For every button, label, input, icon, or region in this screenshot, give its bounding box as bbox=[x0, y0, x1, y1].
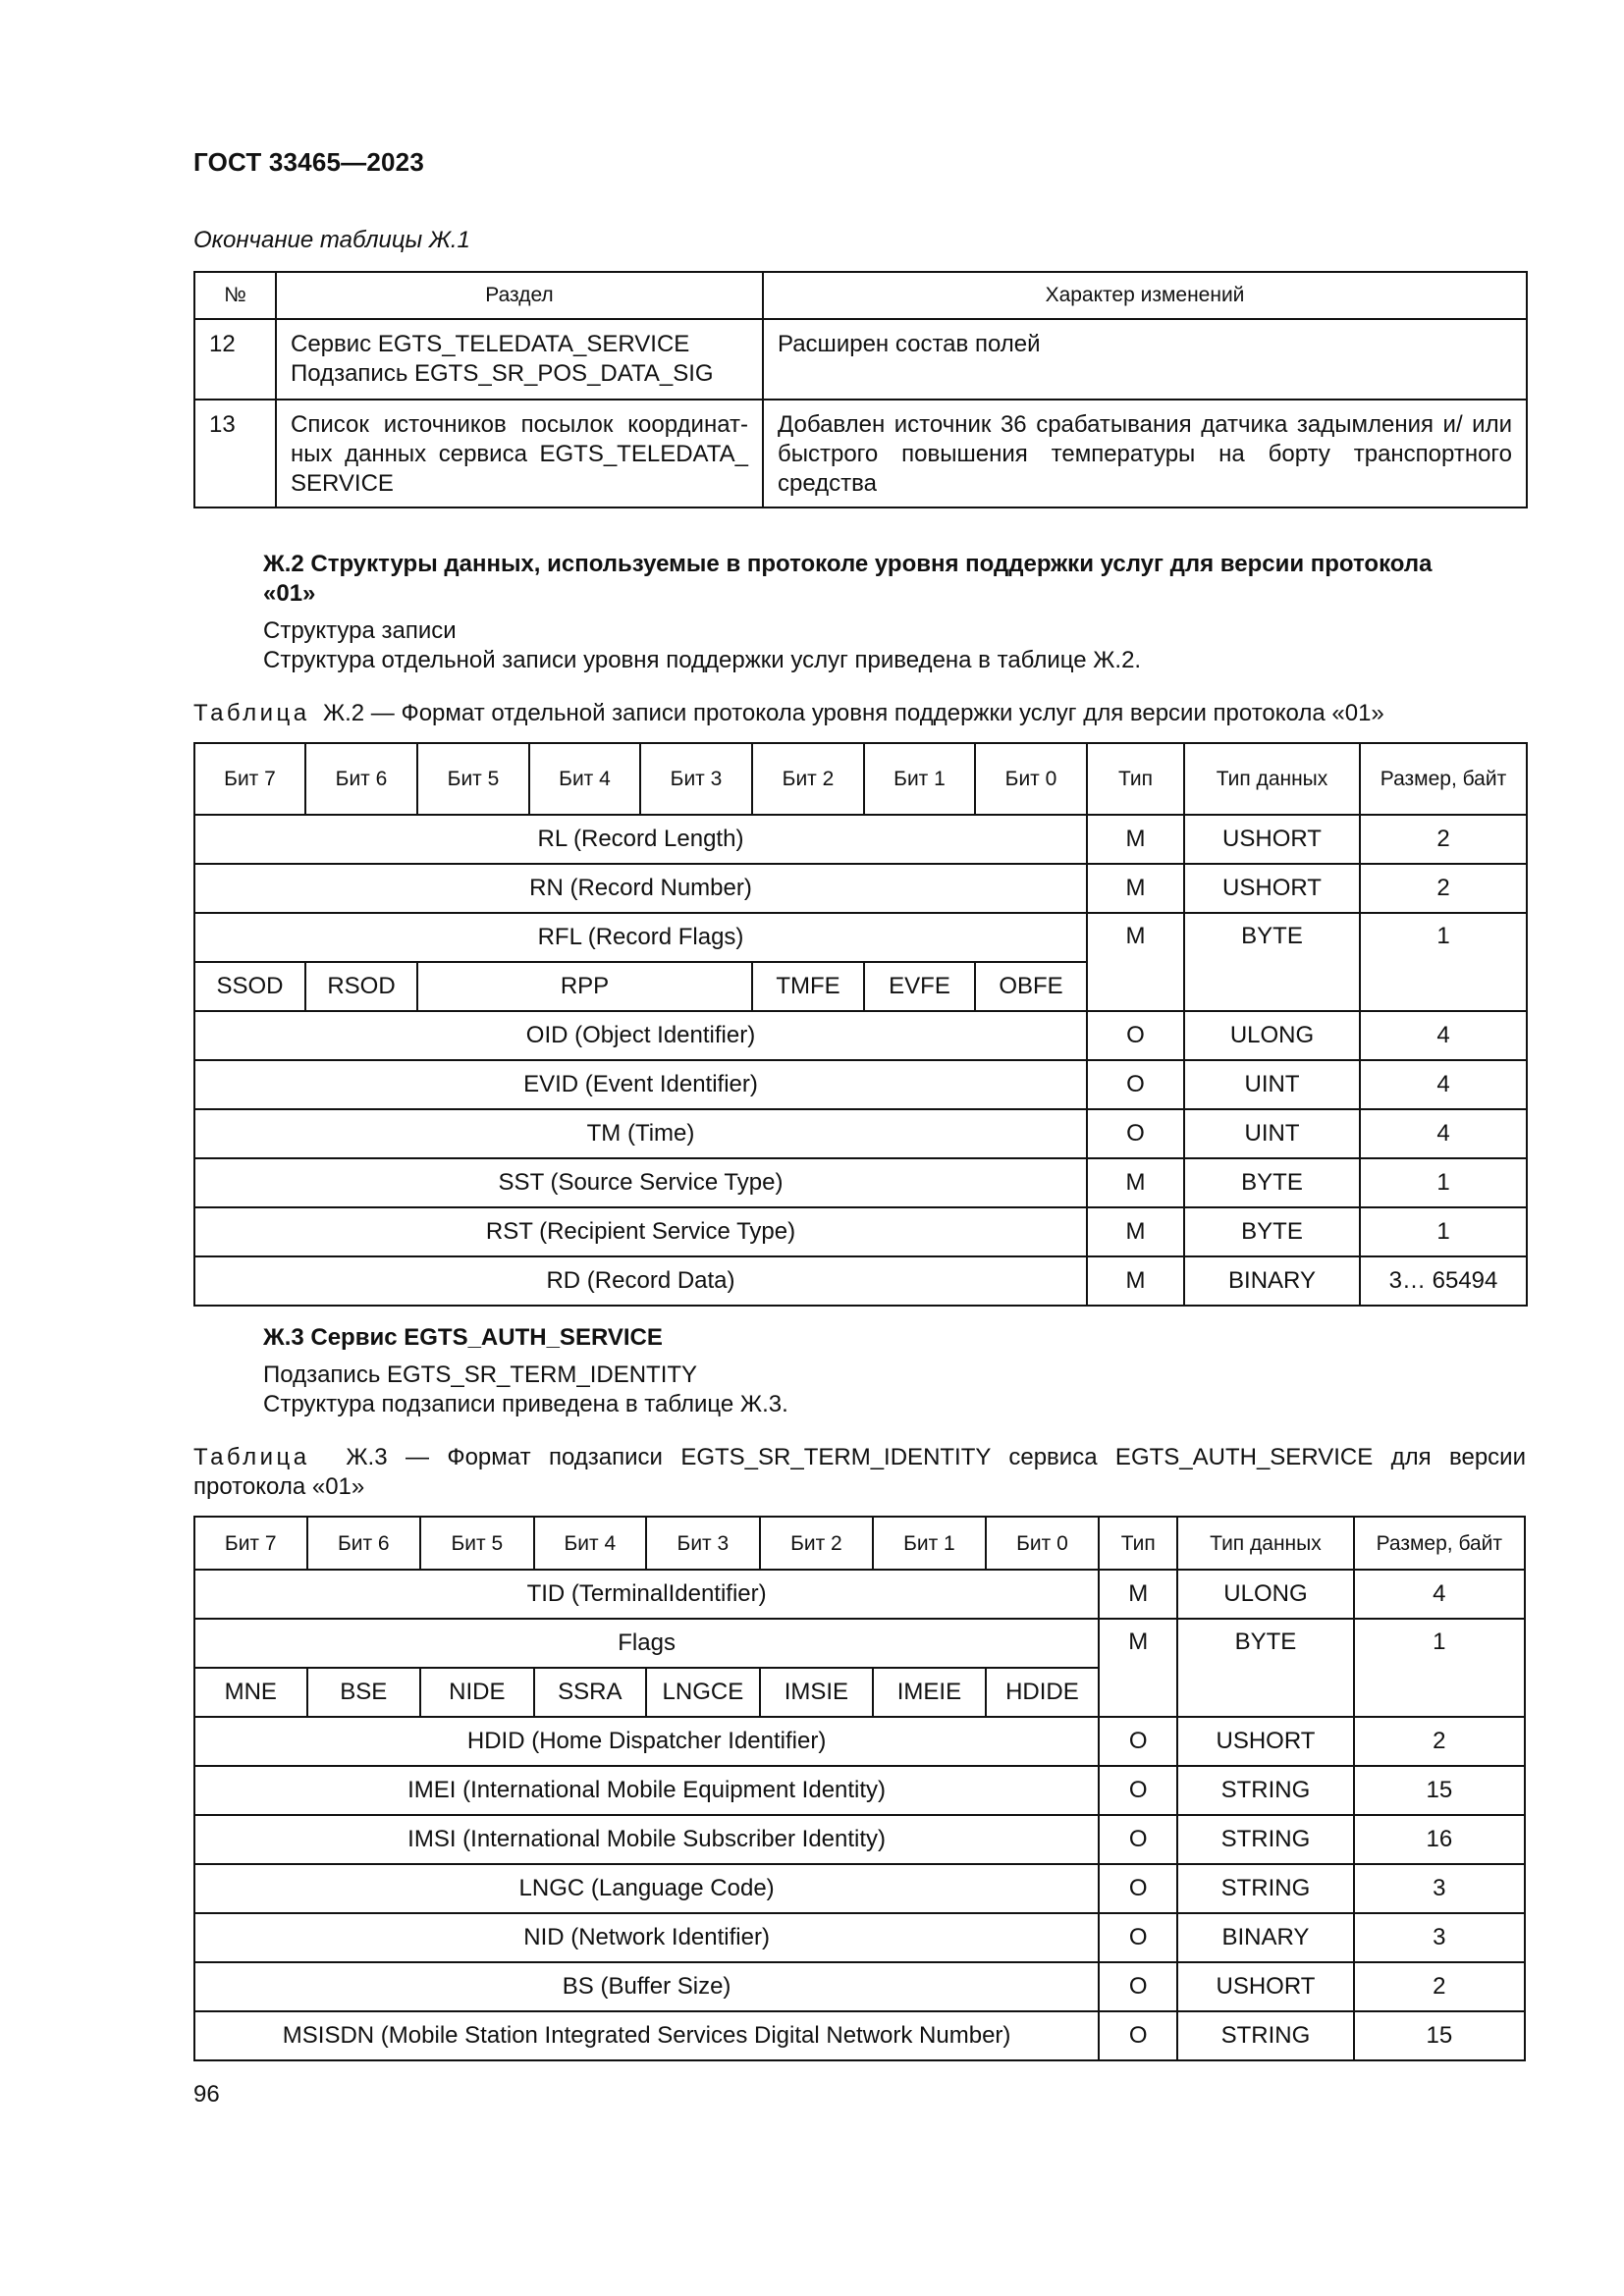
field-type: O bbox=[1087, 1109, 1184, 1158]
document-id: ГОСТ 33465—2023 bbox=[193, 147, 424, 177]
field-size: 4 bbox=[1354, 1570, 1525, 1619]
table-row bbox=[194, 1570, 1525, 1619]
field-data-type: USHORT bbox=[1177, 1962, 1353, 2011]
flag-ssod: SSOD bbox=[194, 962, 305, 1011]
flag-bse: BSE bbox=[307, 1668, 421, 1717]
field-type: O bbox=[1099, 1766, 1177, 1815]
header-change: Характер изменений bbox=[763, 272, 1527, 319]
header-data-type: Тип данных bbox=[1177, 1517, 1353, 1570]
field-size: 15 bbox=[1354, 1766, 1525, 1815]
field-name: RFL (Record Flags) bbox=[194, 913, 1087, 962]
row-section-line: Сервис EGTS_TELEDATA_SERVICE bbox=[291, 331, 690, 357]
field-type: O bbox=[1099, 2011, 1177, 2060]
heading-line: Ж.2 Структуры данных, используемые в протоколе уровня поддержки услуг для версии протокола bbox=[263, 551, 1433, 577]
flag-obfe: OBFE bbox=[975, 962, 1087, 1011]
field-type: O bbox=[1087, 1011, 1184, 1060]
field-name: LNGC (Language Code) bbox=[194, 1864, 1099, 1913]
field-data-type: STRING bbox=[1177, 1864, 1353, 1913]
field-size: 3 bbox=[1354, 1864, 1525, 1913]
field-data-type: STRING bbox=[1177, 2011, 1353, 2060]
header-size: Размер, байт bbox=[1360, 743, 1527, 815]
row-section-line: Подзапись EGTS_SR_POS_DATA_SIG bbox=[291, 360, 714, 387]
table-row bbox=[194, 1619, 1525, 1668]
field-name: HDID (Home Dispatcher Identifier) bbox=[194, 1717, 1099, 1766]
field-size: 16 bbox=[1354, 1815, 1525, 1864]
table-header-row bbox=[194, 743, 1527, 815]
field-data-type: STRING bbox=[1177, 1766, 1353, 1815]
caption-text: Ж.2 — Формат отдельной записи протокола уровня поддержки услуг для версии протокола «01» bbox=[322, 700, 1384, 726]
field-type: M bbox=[1087, 1256, 1184, 1306]
header-bit2: Бит 2 bbox=[760, 1517, 874, 1570]
field-name: RL (Record Length) bbox=[194, 815, 1087, 864]
field-type: O bbox=[1099, 1864, 1177, 1913]
flag-imsie: IMSIE bbox=[760, 1668, 874, 1717]
table-row bbox=[194, 1962, 1525, 2011]
field-size: 2 bbox=[1354, 1962, 1525, 2011]
field-data-type: UINT bbox=[1184, 1109, 1360, 1158]
table3-caption bbox=[193, 1443, 1526, 1502]
flag-evfe: EVFE bbox=[864, 962, 975, 1011]
field-data-type: USHORT bbox=[1177, 1717, 1353, 1766]
field-name: Flags bbox=[194, 1619, 1099, 1668]
field-data-type: BYTE bbox=[1184, 913, 1360, 1011]
section-heading-zh3: Ж.3 Сервис EGTS_AUTH_SERVICE bbox=[263, 1324, 663, 1351]
field-name: NID (Network Identifier) bbox=[194, 1913, 1099, 1962]
row-num: 12 bbox=[194, 319, 276, 400]
header-bit1: Бит 1 bbox=[873, 1517, 986, 1570]
field-type: O bbox=[1099, 1815, 1177, 1864]
table-row bbox=[194, 1011, 1527, 1060]
header-num: № bbox=[194, 272, 276, 319]
table-row bbox=[194, 1815, 1525, 1864]
header-bit3: Бит 3 bbox=[640, 743, 752, 815]
table-row bbox=[194, 1864, 1525, 1913]
header-bit3: Бит 3 bbox=[646, 1517, 760, 1570]
header-type: Тип bbox=[1087, 743, 1184, 815]
field-size: 4 bbox=[1360, 1060, 1527, 1109]
field-data-type: BYTE bbox=[1177, 1619, 1353, 1717]
field-name: RD (Record Data) bbox=[194, 1256, 1087, 1306]
table-header-row bbox=[194, 272, 1527, 319]
field-name: RN (Record Number) bbox=[194, 864, 1087, 913]
flag-imeie: IMEIE bbox=[873, 1668, 986, 1717]
field-type: M bbox=[1087, 815, 1184, 864]
section-sub-zh2: Структура записи bbox=[263, 617, 457, 644]
header-bit4: Бит 4 bbox=[529, 743, 640, 815]
flag-hdide: HDIDE bbox=[986, 1668, 1100, 1717]
field-size: 15 bbox=[1354, 2011, 1525, 2060]
field-size: 1 bbox=[1360, 913, 1527, 1011]
row-section: Список источников посылок координат-ных данных сервиса EGTS_TELEDATA_ SERVICE bbox=[276, 400, 763, 507]
field-type: O bbox=[1087, 1060, 1184, 1109]
flag-tmfe: TMFE bbox=[752, 962, 864, 1011]
table-row bbox=[194, 1060, 1527, 1109]
header-bit5: Бит 5 bbox=[417, 743, 529, 815]
caption-text: Ж.3 — Формат подзаписи EGTS_SR_TERM_IDENTITY сервиса EGTS_AUTH_SERVICE для версии bbox=[346, 1444, 1526, 1470]
field-type: M bbox=[1087, 864, 1184, 913]
heading-line: «01» bbox=[263, 580, 316, 607]
field-type: M bbox=[1087, 913, 1184, 1011]
field-type: M bbox=[1099, 1619, 1177, 1717]
section-text-zh2: Структура отдельной записи уровня поддержки услуг приведена в таблице Ж.2. bbox=[263, 647, 1142, 673]
field-size: 1 bbox=[1354, 1619, 1525, 1717]
field-data-type: USHORT bbox=[1184, 815, 1360, 864]
header-bit7: Бит 7 bbox=[194, 1517, 307, 1570]
field-size: 2 bbox=[1360, 815, 1527, 864]
field-data-type: STRING bbox=[1177, 1815, 1353, 1864]
header-type: Тип bbox=[1099, 1517, 1177, 1570]
table-row bbox=[194, 815, 1527, 864]
field-data-type: BYTE bbox=[1184, 1158, 1360, 1207]
caption-line bbox=[193, 1443, 1526, 1472]
field-size: 1 bbox=[1360, 1207, 1527, 1256]
header-bit6: Бит 6 bbox=[305, 743, 417, 815]
table-row bbox=[194, 1717, 1525, 1766]
flag-mne: MNE bbox=[194, 1668, 307, 1717]
header-bit0: Бит 0 bbox=[986, 1517, 1100, 1570]
row-change: Расширен состав полей bbox=[763, 319, 1527, 400]
flag-lngce: LNGCE bbox=[646, 1668, 760, 1717]
field-size: 2 bbox=[1360, 864, 1527, 913]
field-data-type: ULONG bbox=[1184, 1011, 1360, 1060]
table-row bbox=[194, 1913, 1525, 1962]
flag-ssra: SSRA bbox=[534, 1668, 647, 1717]
field-size: 4 bbox=[1360, 1011, 1527, 1060]
table-row bbox=[194, 1256, 1527, 1306]
field-size: 1 bbox=[1360, 1158, 1527, 1207]
table-row bbox=[194, 1158, 1527, 1207]
field-size: 4 bbox=[1360, 1109, 1527, 1158]
field-name: EVID (Event Identifier) bbox=[194, 1060, 1087, 1109]
changes-table bbox=[193, 271, 1528, 508]
field-name: RST (Recipient Service Type) bbox=[194, 1207, 1087, 1256]
table-row bbox=[194, 1109, 1527, 1158]
record-format-table bbox=[193, 742, 1528, 1307]
field-name: BS (Buffer Size) bbox=[194, 1962, 1099, 2011]
header-section: Раздел bbox=[276, 272, 763, 319]
caption-line: протокола «01» bbox=[193, 1473, 365, 1500]
field-data-type: BINARY bbox=[1184, 1256, 1360, 1306]
field-size: 3 bbox=[1354, 1913, 1525, 1962]
table-header-row bbox=[194, 1517, 1525, 1570]
field-name: OID (Object Identifier) bbox=[194, 1011, 1087, 1060]
row-change: Добавлен источник 36 срабатывания датчика задымления и/ или быстрого повышения температуры на борту транспортного средства bbox=[763, 400, 1527, 507]
table-row bbox=[194, 319, 1527, 400]
field-name: SST (Source Service Type) bbox=[194, 1158, 1087, 1207]
header-bit0: Бит 0 bbox=[975, 743, 1087, 815]
field-size: 3… 65494 bbox=[1360, 1256, 1527, 1306]
field-type: O bbox=[1099, 1913, 1177, 1962]
caption-lead: Таблица bbox=[193, 1444, 310, 1470]
field-name: MSISDN (Mobile Station Integrated Services Digital Network Number) bbox=[194, 2011, 1099, 2060]
flag-rpp: RPP bbox=[417, 962, 752, 1011]
table-row bbox=[194, 1766, 1525, 1815]
table2-caption bbox=[193, 699, 1384, 728]
caption-lead: Таблица bbox=[193, 700, 310, 726]
field-size: 2 bbox=[1354, 1717, 1525, 1766]
field-data-type: BINARY bbox=[1177, 1913, 1353, 1962]
table-row bbox=[194, 2011, 1525, 2060]
field-type: M bbox=[1087, 1207, 1184, 1256]
flag-nide: NIDE bbox=[420, 1668, 534, 1717]
header-data-type: Тип данных bbox=[1184, 743, 1360, 815]
field-name: TM (Time) bbox=[194, 1109, 1087, 1158]
header-bit7: Бит 7 bbox=[194, 743, 305, 815]
field-type: M bbox=[1099, 1570, 1177, 1619]
field-data-type: ULONG bbox=[1177, 1570, 1353, 1619]
field-name: TID (TerminalIdentifier) bbox=[194, 1570, 1099, 1619]
field-type: O bbox=[1099, 1717, 1177, 1766]
field-name: IMEI (International Mobile Equipment Identity) bbox=[194, 1766, 1099, 1815]
field-type: O bbox=[1099, 1962, 1177, 2011]
section-sub-zh3: Подзапись EGTS_SR_TERM_IDENTITY bbox=[263, 1362, 698, 1388]
table-row bbox=[194, 1207, 1527, 1256]
section-heading-zh2 bbox=[263, 550, 1432, 609]
field-data-type: BYTE bbox=[1184, 1207, 1360, 1256]
header-bit1: Бит 1 bbox=[864, 743, 975, 815]
flag-rsod: RSOD bbox=[305, 962, 417, 1011]
table-continuation-label: Окончание таблицы Ж.1 bbox=[193, 227, 470, 253]
table-row bbox=[194, 913, 1527, 962]
table-row bbox=[194, 864, 1527, 913]
term-identity-table bbox=[193, 1516, 1526, 2061]
section-text-zh3: Структура подзаписи приведена в таблице Ж.3. bbox=[263, 1391, 788, 1417]
field-data-type: USHORT bbox=[1184, 864, 1360, 913]
table-row bbox=[194, 400, 1527, 507]
row-section bbox=[276, 319, 763, 400]
header-bit2: Бит 2 bbox=[752, 743, 864, 815]
header-size: Размер, байт bbox=[1354, 1517, 1525, 1570]
field-type: M bbox=[1087, 1158, 1184, 1207]
field-data-type: UINT bbox=[1184, 1060, 1360, 1109]
header-bit4: Бит 4 bbox=[534, 1517, 647, 1570]
page-number: 96 bbox=[193, 2081, 220, 2108]
field-name: IMSI (International Mobile Subscriber Identity) bbox=[194, 1815, 1099, 1864]
header-bit5: Бит 5 bbox=[420, 1517, 534, 1570]
row-num: 13 bbox=[194, 400, 276, 507]
header-bit6: Бит 6 bbox=[307, 1517, 421, 1570]
